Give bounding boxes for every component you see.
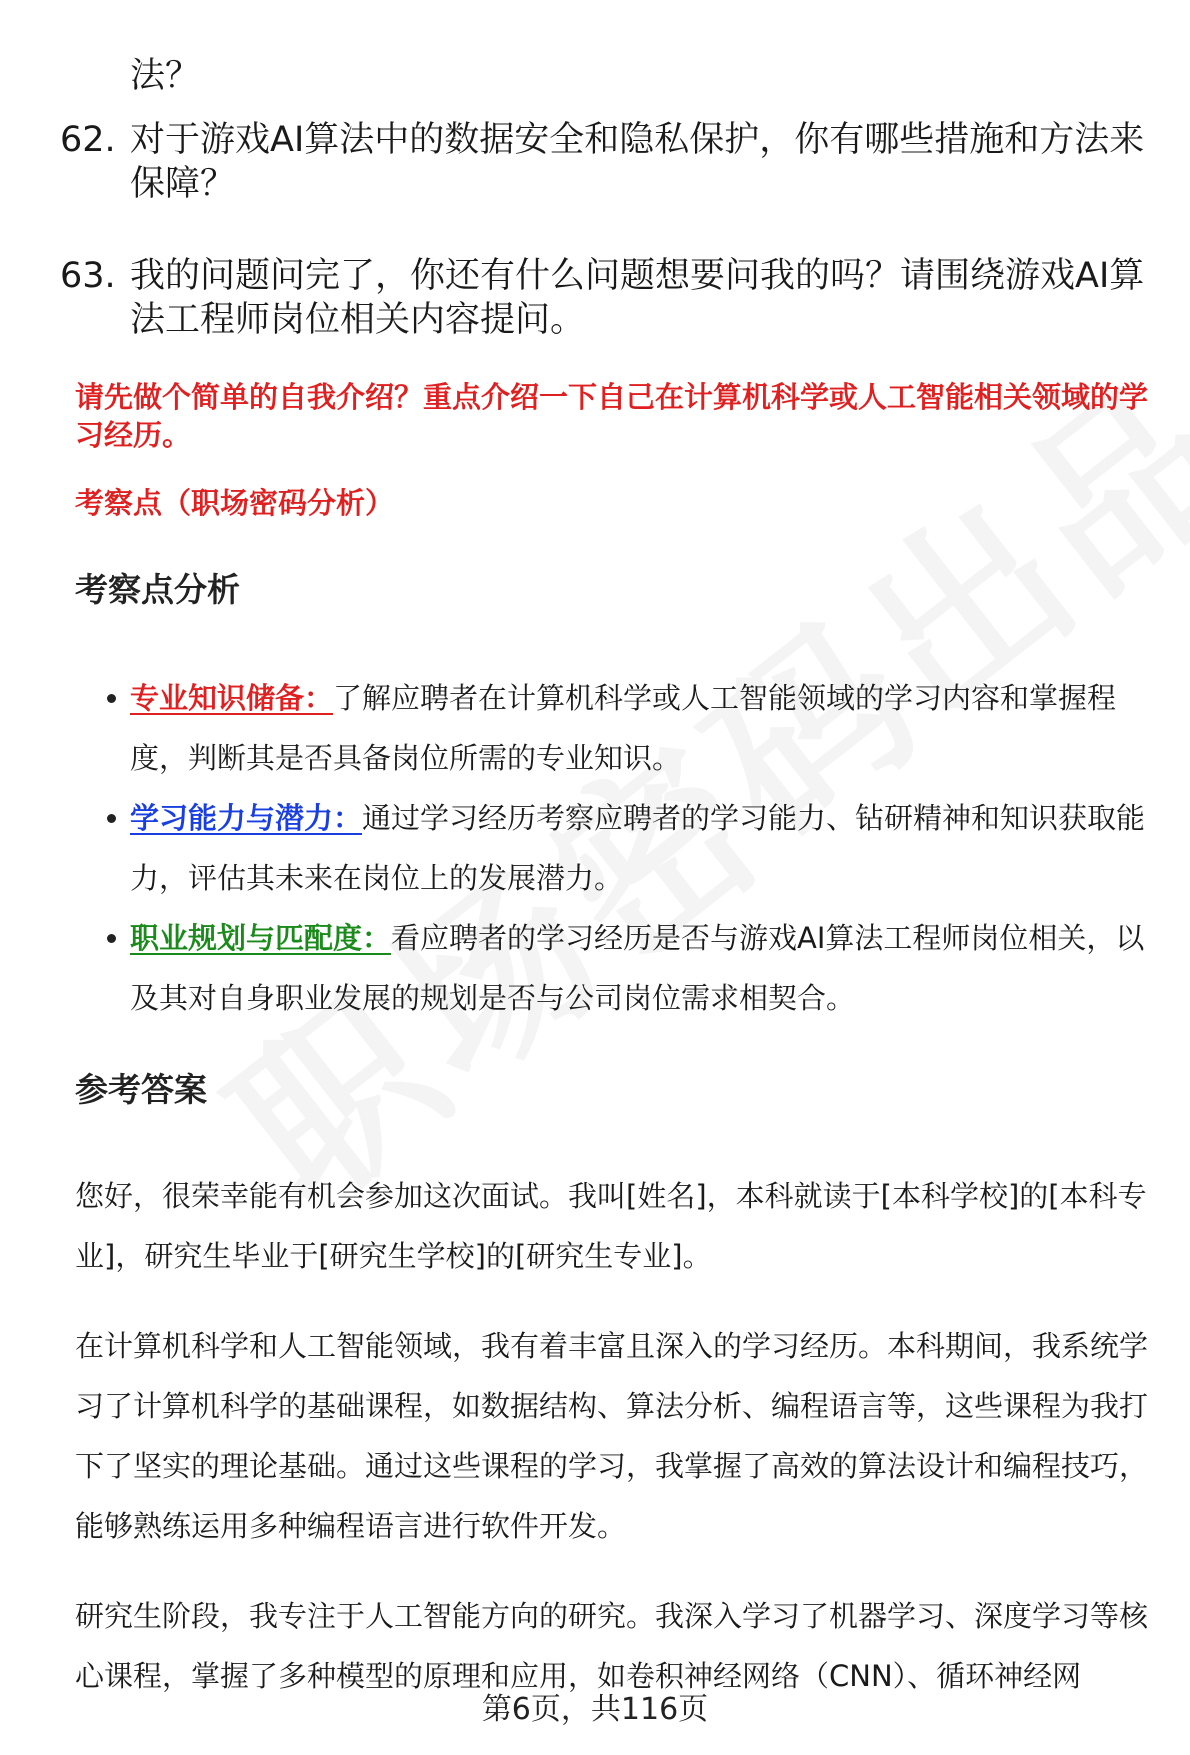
bullet-keyword: 职业规划与匹配度： xyxy=(130,921,392,955)
question-number: 63. xyxy=(60,256,116,296)
question-item-63 xyxy=(60,254,1150,342)
bullet-text: 看应聘者的学习经历是否与游戏AI算法工程师岗位相关，以及其对自身职业发展的规划是否与公司岗位需求相契合。 xyxy=(130,921,1145,1015)
bullet-text: 通过学习经历考察应聘者的学习能力、钻研精神和知识获取能力，评估其未来在岗位上的发展潜力。 xyxy=(130,801,1146,895)
question-continuation: 法？ xyxy=(130,56,201,96)
question-text: 对于游戏AI算法中的数据安全和隐私保护，你有哪些措施和方法来保障？ xyxy=(130,120,1145,204)
interview-question-title: 请先做个简单的自我介绍？重点介绍一下自己在计算机科学或人工智能相关领域的学习经历。 xyxy=(75,380,1149,452)
question-text: 我的问题问完了，你还有什么问题想要问我的吗？请围绕游戏AI算法工程师岗位相关内容提问。 xyxy=(130,256,1145,340)
page-footer: 第6页，共116页 xyxy=(481,1692,709,1727)
analysis-subtitle: 考察点（职场密码分析） xyxy=(75,486,395,520)
answer-heading: 参考答案 xyxy=(75,1070,207,1109)
bullet-keyword: 专业知识储备： xyxy=(130,681,334,715)
bullet-dot-icon xyxy=(107,934,116,943)
question-item-62 xyxy=(60,118,1150,206)
answer-paragraph: 在计算机科学和人工智能领域，我有着丰富且深入的学习经历。本科期间，我系统学习了计算机科学的基础课程，如数据结构、算法分析、编程语言等，这些课程为我打下了坚实的理论基础。通过这些课程的学习，我掌握了高效的算法设计和编程技巧，能够熟练运用多种编程语言进行软件开发。 xyxy=(75,1329,1149,1543)
bullet-dot-icon xyxy=(107,814,116,823)
bullet-dot-icon xyxy=(107,694,116,703)
bullet-item xyxy=(105,788,1165,908)
bullet-item xyxy=(105,908,1165,1028)
bullet-item xyxy=(105,668,1165,788)
question-number: 62. xyxy=(60,120,116,160)
answer-paragraph: 研究生阶段，我专注于人工智能方向的研究。我深入学习了机器学习、深度学习等核心课程，掌握了多种模型的原理和应用，如卷积神经网络（CNN）、循环神经网 xyxy=(75,1599,1149,1693)
answer-paragraph: 您好，很荣幸能有机会参加这次面试。我叫[姓名]，本科就读于[本科学校]的[本科专业]，研究生毕业于[研究生学校]的[研究生专业]。 xyxy=(75,1179,1147,1273)
analysis-heading: 考察点分析 xyxy=(75,570,240,609)
analysis-bullet-list xyxy=(105,668,1165,1028)
bullet-text: 了解应聘者在计算机科学或人工智能领域的学习内容和掌握程度，判断其是否具备岗位所需的专业知识。 xyxy=(130,681,1117,775)
bullet-keyword: 学习能力与潜力： xyxy=(130,801,363,835)
